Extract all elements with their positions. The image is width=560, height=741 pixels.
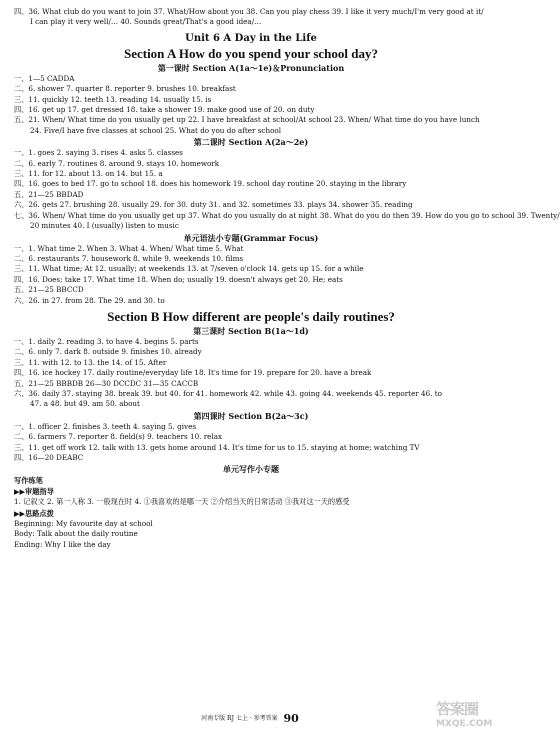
answer-line: 一、1. What time 2. When 3. What 4. When/ What time 5. What (14, 243, 244, 253)
answer-line: 四、16. goes to bed 17. go to school 18. does his homework 19. school day routine 20. staying in the library (14, 179, 407, 189)
answer-line: 47. a 48. but 49. am 50. about (30, 399, 140, 409)
answer-line: 三、11. What time; At 12. usually; at weekends 13. at 7/seven o'clock 14. gets up 15. for a while (14, 264, 364, 274)
answer-line: 一、1. officer 2. finishes 3. teeth 4. saying 5. gives (14, 421, 197, 431)
section-a-title: Section A How do you spend your school day? (123, 45, 379, 61)
guide-heading: ▶▶审题指导 (14, 487, 54, 497)
answer-line: 二、6. farmers 7. reporter 8. field(s) 9. teachers 10. relax (14, 432, 223, 442)
answer-line: 三、11. quickly 12. teeth 13. reading 14. usually 15. is (14, 94, 212, 104)
answer-line: 七、36. When/ What time do you usually get up 37. What do you usually do at night 38. What do you do then 39. How do you go to school 39. Twenty/ (14, 210, 560, 220)
answer-line: 四、36. What club do you want to join 37. What/How about you 38. Can you play chess 39. I like it very much/I'm very good at it/ (14, 7, 484, 16)
answer-line: 三、11. with 12. to 13. the 14. of 15. After (14, 357, 167, 367)
lesson-heading-4: 第四课时 Section B(2a～3c) (193, 410, 309, 421)
answer-line: 五、21. When/ What time do you usually get up 22. I have breakfast at school/At school 23. When/ What time do you have lunch (14, 115, 480, 125)
answer-line: 一、1. daily 2. reading 3. to have 4. begins 5. parts (14, 336, 199, 346)
answer-line: 二、6. restaurants 7. housework 8. while 9. weekends 10. films (14, 253, 244, 263)
answer-line: 六、26. in 27. from 28. The 29. and 30. to (14, 295, 165, 305)
answer-line: 五、21—25 BBCCD (14, 285, 84, 295)
answer-line: 五、21—25 BBBDB 26—30 DCCDC 31—35 CACCB (14, 378, 199, 388)
writing-heading: 单元写作小专题 (223, 464, 279, 475)
answer-line: 二、6. shower 7. quarter 8. reporter 9. brushes 10. breakfast (14, 84, 236, 94)
answer-line: 24. Five/I have five classes at school 25. What do you do after school (30, 125, 282, 135)
answer-line: Beginning: My favourite day at school (14, 518, 153, 528)
lesson-heading-1: 第一课时 Section A(1a～1e)＆Pronunciation (157, 62, 345, 73)
lesson-heading-3: 第三课时 Section B(1a～1d) (193, 325, 309, 336)
answer-line: 六、26. gets 27. brushing 28. usually 29. for 30. duty 31. and 32. sometimes 33. plays 34. shower 35. reading (14, 200, 413, 210)
lesson-heading-2: 第二课时 Section A(2a～2e) (193, 137, 309, 148)
page-footer (0, 712, 500, 725)
section-b-title: Section B How different are people's daily routines? (107, 308, 395, 324)
answer-line: 一、1—5 CADDA (14, 73, 75, 83)
answer-line: 四、16. ice hockey 17. daily routine/everyday life 18. It's time for 19. prepare for 20. have a break (14, 368, 372, 378)
answer-line: 20 minutes 40. I (usually) listen to music (30, 221, 179, 231)
watermark-url: MXQE.COM (436, 719, 493, 729)
grammar-focus-heading: 单元语法小专题(Grammar Focus) (183, 232, 319, 243)
page-number: 90 (283, 712, 299, 725)
unit-title: Unit 6 A Day in the Life (185, 32, 317, 44)
watermark-logo (436, 700, 494, 736)
answer-line: 1. 记叙文 2. 第一人称 3. 一般现在时 4. ①我喜欢的是哪一天 ②介绍当天的日常活动 ③我对这一天的感受 (14, 497, 350, 507)
answer-line: Body: Talk about the daily routine (14, 529, 138, 539)
answer-line: I can play it very well/… 40. Sounds great/That's a good idea/… (30, 17, 262, 27)
answer-line: 三、11. get off work 12. talk with 13. gets home around 14. It's time for us to 15. staying at home; watching TV (14, 442, 420, 452)
answer-line: 四、16. Does; take 17. What time 18. When do; usually 19. doesn't always get 20. He; eats (14, 274, 343, 284)
answer-line: 五、21—25 BBDAD (14, 189, 84, 199)
answer-line: 四、16—20 DEABC (14, 453, 84, 462)
answer-line: 三、11. for 12. about 13. on 14. but 15. a (14, 169, 163, 179)
answer-line: 一、1. goes 2. saying 3. rises 4. asks 5. classes (14, 148, 183, 158)
answer-line: Ending: Why I like the day (14, 539, 111, 549)
watermark-text: 答案圈 (436, 700, 479, 718)
footer-text: 河南专版 RJ 七上 · 参考答案 (201, 715, 278, 722)
answer-line: 二、6. only 7. dark 8. outside 9. finishes 10. already (14, 347, 202, 357)
writing-practice-label: 写作练笔 (14, 476, 43, 486)
outline-heading: ▶▶思路点拨 (14, 508, 54, 518)
answer-line: 二、6. early 7. routines 8. around 9. stays 10. homework (14, 158, 220, 168)
answer-line: 四、16. get up 17. get dressed 18. take a shower 19. make good use of 20. on duty (14, 105, 315, 115)
answer-line: 六、36. daily 37. staying 38. break 39. but 40. for 41. homework 42. while 43. going 44. weekends 45. reporter 46. to (14, 388, 442, 398)
